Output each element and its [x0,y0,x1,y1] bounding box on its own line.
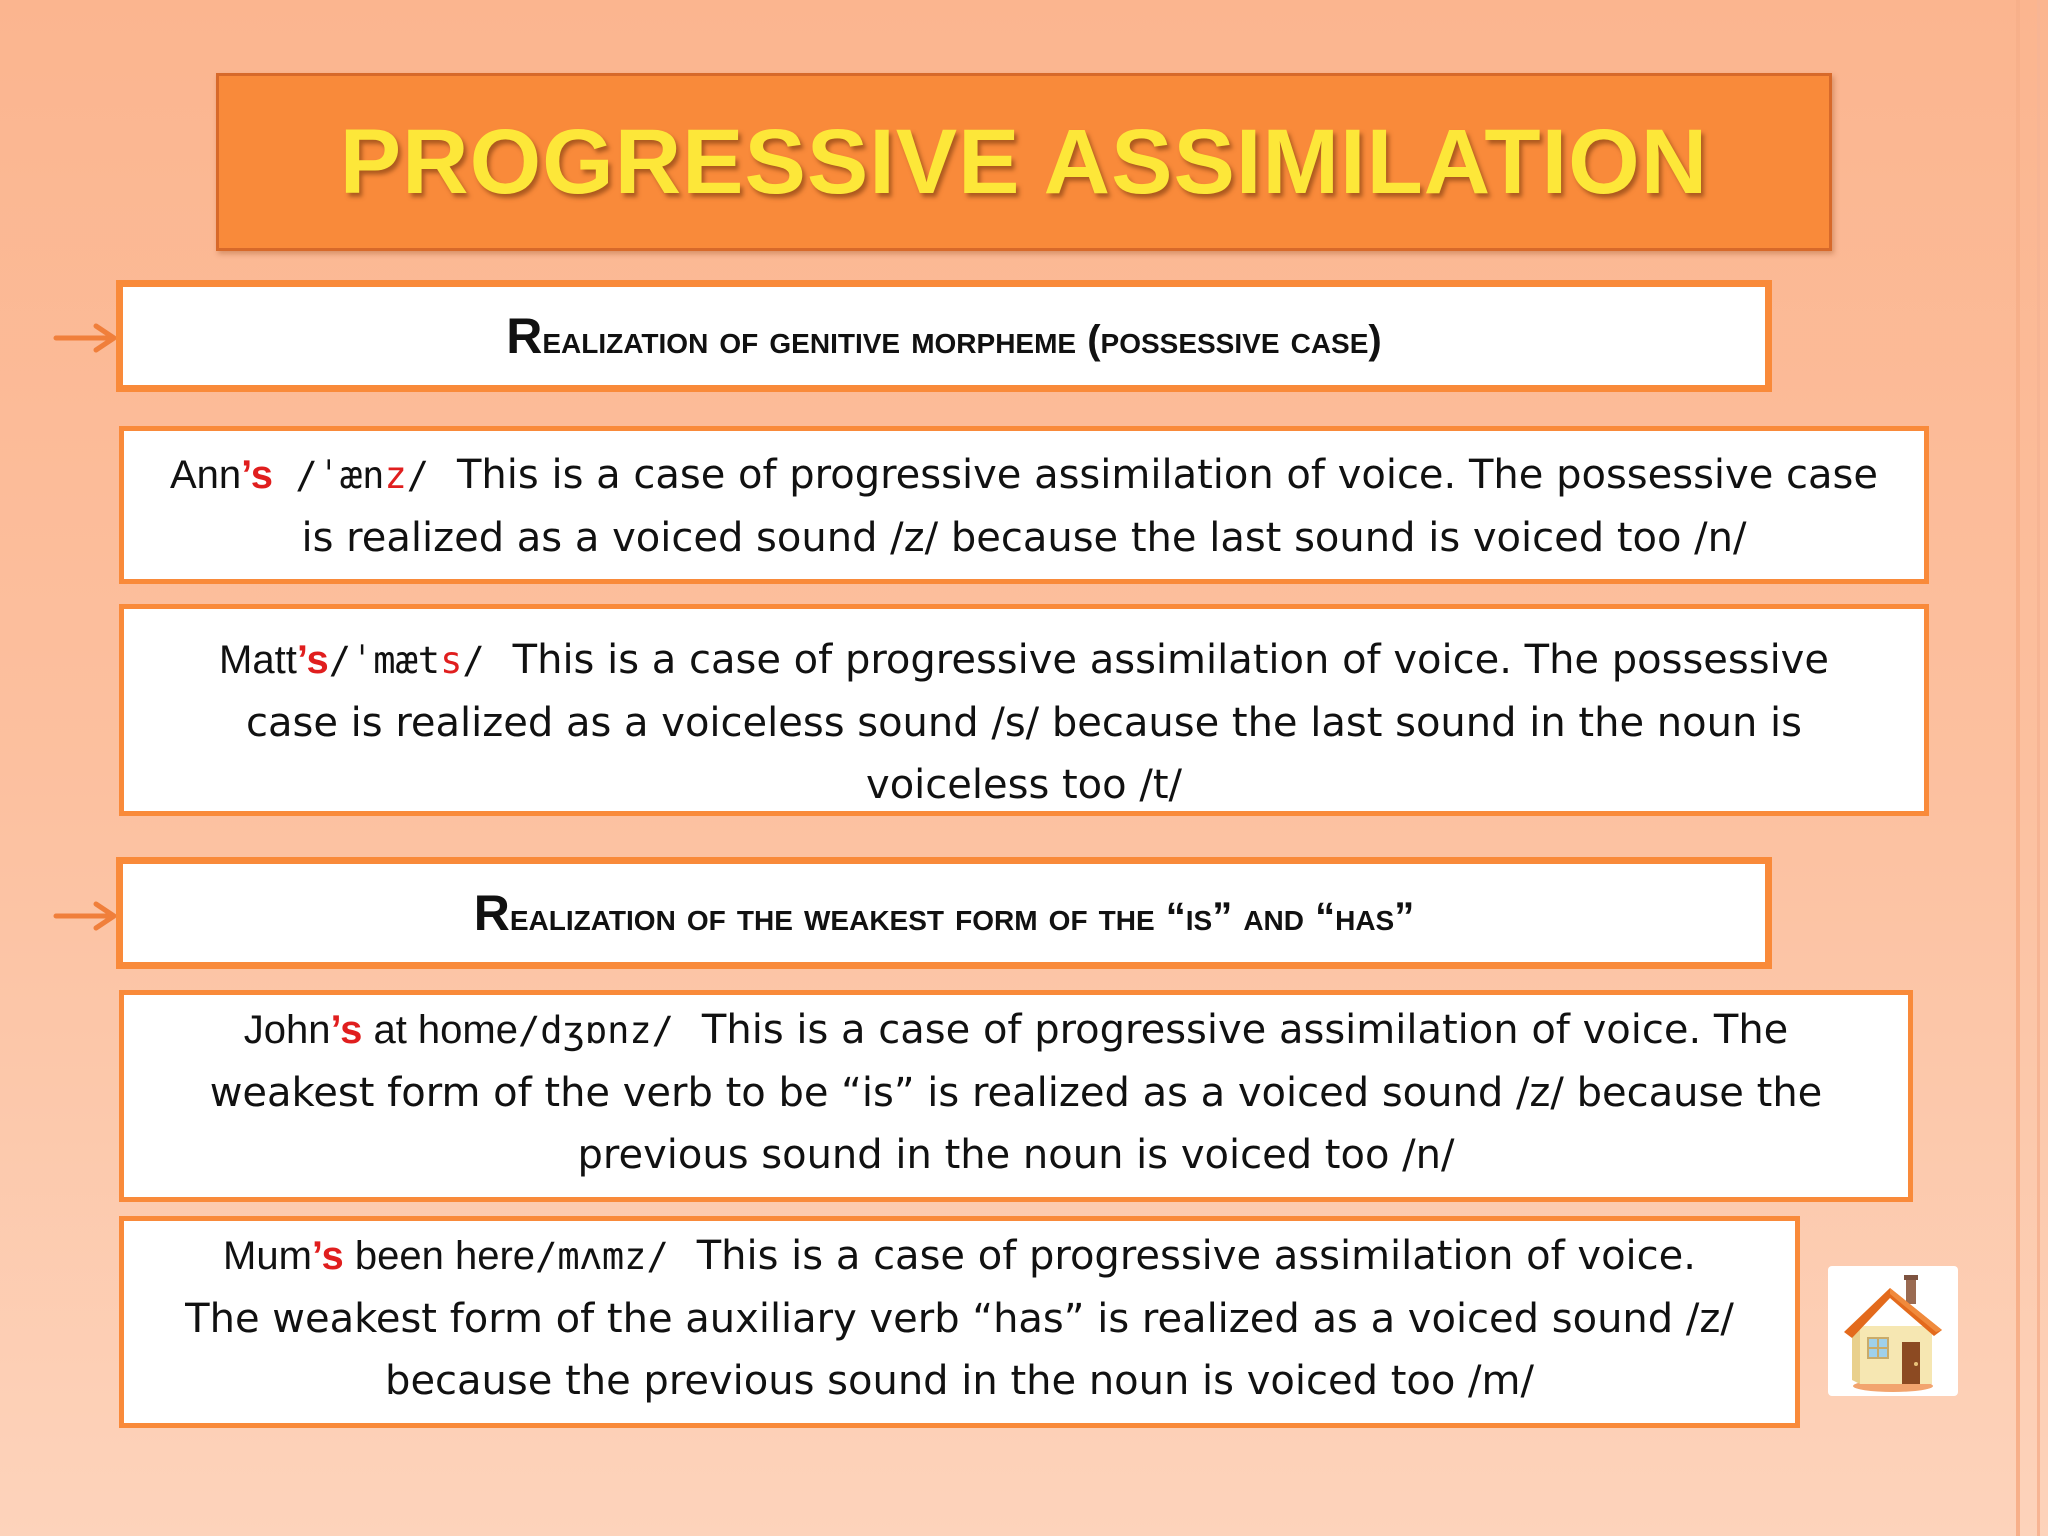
section-heading-text: Realization of the weakest form of the “is” and “has” [473,885,1415,941]
example-box-mums [119,1216,1800,1428]
example-box-johns [119,990,1913,1202]
slide-edge-line [2037,0,2040,1536]
explanation-text: case is realized as a voiceless sound /s/ because the last sound in the noun is [246,700,1802,746]
ipa-transcription: /mʌmz/ [535,1235,669,1278]
example-line [136,629,1912,692]
example-phrase: at home [362,1008,518,1052]
example-word: Matt [219,638,297,682]
example-word: John [243,1008,331,1052]
section-heading-text: Realization of genitive morpheme (possessive case) [506,308,1382,364]
example-line [136,999,1896,1062]
example-word: Ann [170,453,242,497]
section-heading-weak-forms [116,857,1772,969]
explanation-text: This is a case of progressive assimilation of voice. The [701,1007,1789,1053]
example-suffix: ’s [296,638,329,682]
ipa-transcription: /ˈænz/ [295,454,429,497]
title-banner [216,73,1832,251]
ipa-transcription: /ˈmæts/ [328,639,485,682]
explanation-text: is realized as a voiced sound /z/ because the last sound is voiced too /n/ [301,515,1747,561]
page-title: PROGRESSIVE ASSIMILATION [339,110,1709,213]
explanation-text: The weakest form of the auxiliary verb “has” is realized as a voiced sound /z/ [185,1296,1734,1342]
example-suffix: ’s [330,1008,363,1052]
explanation-text: This is a case of progressive assimilation of voice. [696,1233,1696,1279]
explanation-text: weakest form of the verb to be “is” is realized as a voiced sound /z/ because the [209,1070,1823,1116]
right-arrow-icon [52,318,122,358]
right-arrow-icon [52,896,122,936]
explanation-text: because the previous sound in the noun is voiced too /m/ [385,1358,1534,1404]
example-word: Mum [223,1234,312,1278]
house-icon [1828,1266,1958,1396]
example-suffix: ’s [311,1234,344,1278]
example-suffix: ’s [241,453,274,497]
example-phrase: been here [343,1234,536,1278]
example-line [136,444,1912,507]
example-box-matts [119,604,1929,816]
home-button[interactable] [1828,1266,1958,1396]
explanation-text: previous sound in the noun is voiced too /n/ [577,1132,1455,1178]
slide-edge-line [2016,0,2020,1536]
ipa-transcription: /dʒɒnz/ [517,1009,674,1052]
explanation-text: This is a case of progressive assimilation of voice. The possessive [512,637,1829,683]
explanation-text: This is a case of progressive assimilation of voice. The possessive case [457,452,1878,498]
example-line [136,1225,1783,1288]
example-box-anns [119,426,1929,584]
section-heading-genitive [116,280,1772,392]
explanation-text: voiceless too /t/ [866,762,1182,808]
